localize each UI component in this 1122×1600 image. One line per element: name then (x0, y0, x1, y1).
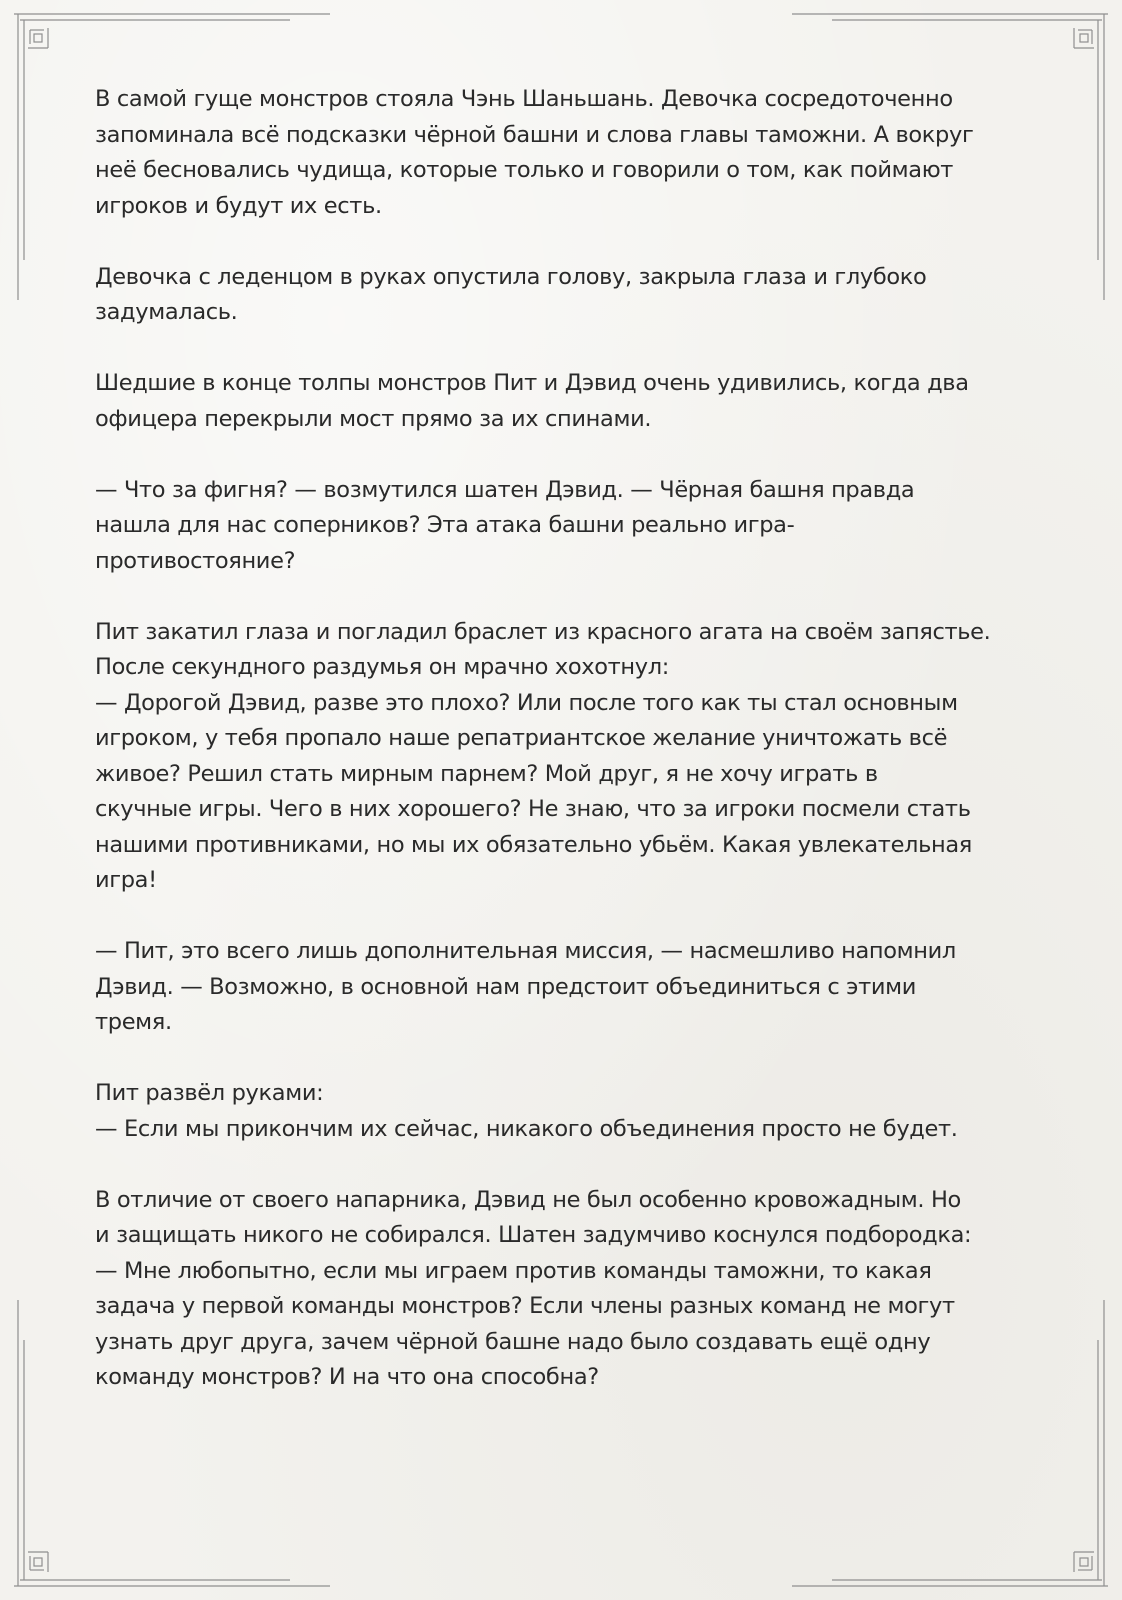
text-line: и защищать никого не собирался. Шатен задумчиво коснулся подбородка: (95, 1222, 972, 1248)
text-line: — Что за фигня? — возмутился шатен Дэвид. — Чёрная башня правда (95, 476, 915, 503)
text-line: — Мне любопытно, если мы играем против команды таможни, то какая (95, 1257, 932, 1284)
text-line: После секундного раздумья он мрачно хохотнул: (95, 654, 669, 680)
text-line: задача у первой команды монстров? Если члены разных команд не могут (95, 1293, 955, 1319)
text-line: игроков и будут их есть. (95, 192, 382, 219)
text-line: неё бесновались чудища, которые только и говорили о том, как поймают (95, 157, 954, 183)
paragraph (95, 366, 1035, 437)
text-line: тремя. (95, 1009, 172, 1035)
text-line: узнать друг друга, зачем чёрной башне надо было создавать ещё одну (95, 1328, 931, 1355)
text-line: игра! (95, 867, 157, 893)
text-line: Дэвид. — Возможно, в основной нам предстоит объединиться с этими (95, 973, 917, 1000)
text-line: команду монстров? И на что она способна? (95, 1364, 599, 1390)
text-line: — Пит, это всего лишь дополнительная миссия, — насмешливо напомнил (95, 938, 956, 964)
paragraph (95, 473, 1035, 580)
text-line: задумалась. (95, 299, 238, 325)
text-line: офицера перекрыли мост прямо за их спинами. (95, 405, 652, 432)
text-line: Пит развёл руками: (95, 1080, 324, 1106)
chapter-text (95, 82, 1035, 1431)
text-line: скучные игры. Чего в них хорошего? Не знаю, что за игроки посмели стать (95, 796, 971, 822)
text-line: — Если мы прикончим их сейчас, никакого объединения просто не будет. (95, 1115, 958, 1142)
text-line: запоминала всё подсказки чёрной башни и слова главы таможни. А вокруг (95, 121, 974, 148)
text-line: живое? Решил стать мирным парнем? Мой друг, я не хочу играть в (95, 760, 878, 787)
paragraph (95, 260, 1035, 331)
text-line: противостояние? (95, 547, 296, 574)
paragraph (95, 1076, 1035, 1147)
text-line: В самой гуще монстров стояла Чэнь Шаньшань. Девочка сосредоточенно (95, 86, 953, 112)
paragraph (95, 934, 1035, 1041)
paragraph (95, 1183, 1035, 1396)
text-line: игроком, у тебя пропало наше репатриантское желание уничтожать всё (95, 725, 948, 751)
text-line: Пит закатил глаза и погладил браслет из красного агата на своём запястье. (95, 618, 991, 645)
text-line: — Дорогой Дэвид, разве это плохо? Или после того как ты стал основным (95, 689, 958, 716)
text-line: В отличие от своего напарника, Дэвид не был особенно кровожадным. Но (95, 1186, 961, 1213)
paragraph (95, 82, 1035, 224)
text-line: Шедшие в конце толпы монстров Пит и Дэвид очень удивились, когда два (95, 370, 969, 396)
text-line: нашла для нас соперников? Эта атака башни реально игра- (95, 512, 795, 538)
text-line: Девочка с леденцом в руках опустила голову, закрыла глаза и глубоко (95, 263, 927, 290)
text-line: нашими противниками, но мы их обязательно убьём. Какая увлекательная (95, 831, 972, 858)
paragraph (95, 615, 1035, 899)
